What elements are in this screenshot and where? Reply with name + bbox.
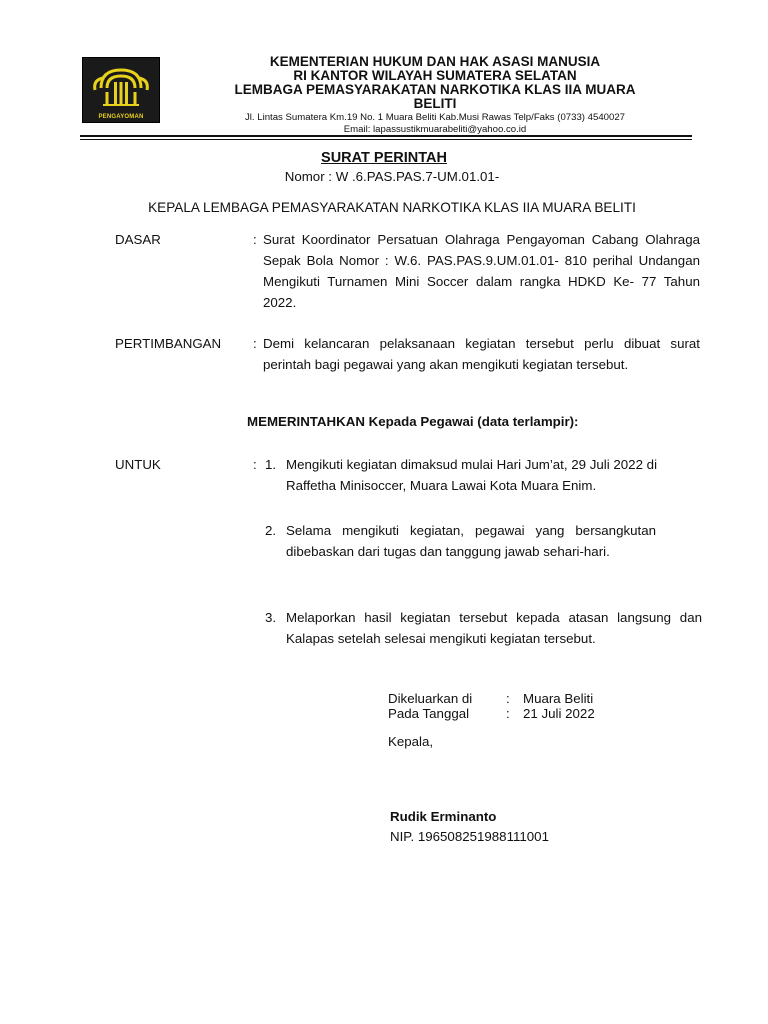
order-heading: MEMERINTAHKAN Kepada Pegawai (data terlampir):: [247, 414, 579, 429]
issued-at-label: Dikeluarkan di: [388, 691, 473, 706]
dasar-colon: :: [253, 232, 257, 247]
banyan-tree-icon: [83, 58, 159, 122]
pertimbangan-colon: :: [253, 336, 257, 351]
untuk-item-1-text: Mengikuti kegiatan dimaksud mulai Hari Jum’at, 29 Juli 2022 di Raffetha Minisoccer, Muara Lawai Kota Muara Enim.: [286, 457, 658, 493]
signer-position: Kepala,: [388, 734, 434, 749]
pengayoman-logo: [82, 57, 160, 123]
institution-name: LEMBAGA PEMASYARAKATAN NARKOTIKA KLAS IIA MUARA: [234, 82, 636, 97]
regional-office: RI KANTOR WILAYAH SUMATERA SELATAN: [293, 68, 577, 83]
untuk-item-2-text: Selama mengikuti kegiatan, pegawai yang bersangkutan dibebaskan dari tugas dan tanggung jawab sehari-hari.: [286, 523, 656, 559]
date-label: Pada Tanggal: [388, 706, 470, 721]
letterhead: [200, 55, 670, 136]
date-colon: :: [506, 706, 510, 721]
untuk-colon: :: [253, 457, 257, 472]
letterhead-divider-thin: [80, 139, 692, 140]
email: Email: lapassustikmuarabeliti@yahoo.co.id: [343, 124, 527, 135]
ministry-name: KEMENTERIAN HUKUM DAN HAK ASASI MANUSIA: [269, 54, 601, 69]
signer-name: Rudik Erminanto: [390, 809, 497, 824]
untuk-label: UNTUK: [115, 457, 161, 472]
letterhead-divider: [80, 135, 692, 137]
untuk-item-number: 1.: [265, 457, 277, 472]
untuk-item-number: 2.: [265, 523, 277, 538]
pertimbangan-label: PERTIMBANGAN: [115, 336, 222, 351]
issued-at-value: Muara Beliti: [523, 691, 594, 706]
letter-title: SURAT PERINTAH: [321, 150, 447, 166]
issued-at-colon: :: [506, 691, 510, 706]
signer-nip: NIP. 196508251988111001: [390, 829, 549, 844]
address: Jl. Lintas Sumatera Km.19 No. 1 Muara Beliti Kab.Musi Rawas Telp/Faks (0733) 4540027: [244, 112, 626, 123]
logo-caption: PENGAYOMAN: [98, 114, 144, 120]
date-value: 21 Juli 2022: [523, 706, 595, 721]
untuk-item-number: 3.: [265, 610, 277, 625]
dasar-label: DASAR: [115, 232, 161, 247]
pertimbangan-text: Demi kelancaran pelaksanaan kegiatan tersebut perlu dibuat surat perintah bagi pegawai yang akan mengikuti kegiatan tersebut.: [263, 336, 700, 372]
letter-number: Nomor : W .6.PAS.PAS.7-UM.01.01-: [284, 169, 500, 184]
untuk-item-text: [286, 454, 702, 496]
dasar-text: Surat Koordinator Persatuan Olahraga Pengayoman Cabang Olahraga Sepak Bola Nomor : W.6. PAS.PAS.9.UM.01.01- 810 perihal Undangan Mengikuti Turnamen Mini Soccer dalam rangka HDKD Ke- 77 Tahun 2022.: [263, 232, 700, 310]
issuer-heading: KEPALA LEMBAGA PEMASYARAKATAN NARKOTIKA KLAS IIA MUARA BELITI: [148, 200, 636, 215]
institution-name-cont: BELITI: [413, 96, 457, 111]
untuk-item-3-text: Melaporkan hasil kegiatan tersebut kepada atasan langsung dan Kalapas setelah selesai mengikuti kegiatan tersebut.: [286, 610, 702, 646]
